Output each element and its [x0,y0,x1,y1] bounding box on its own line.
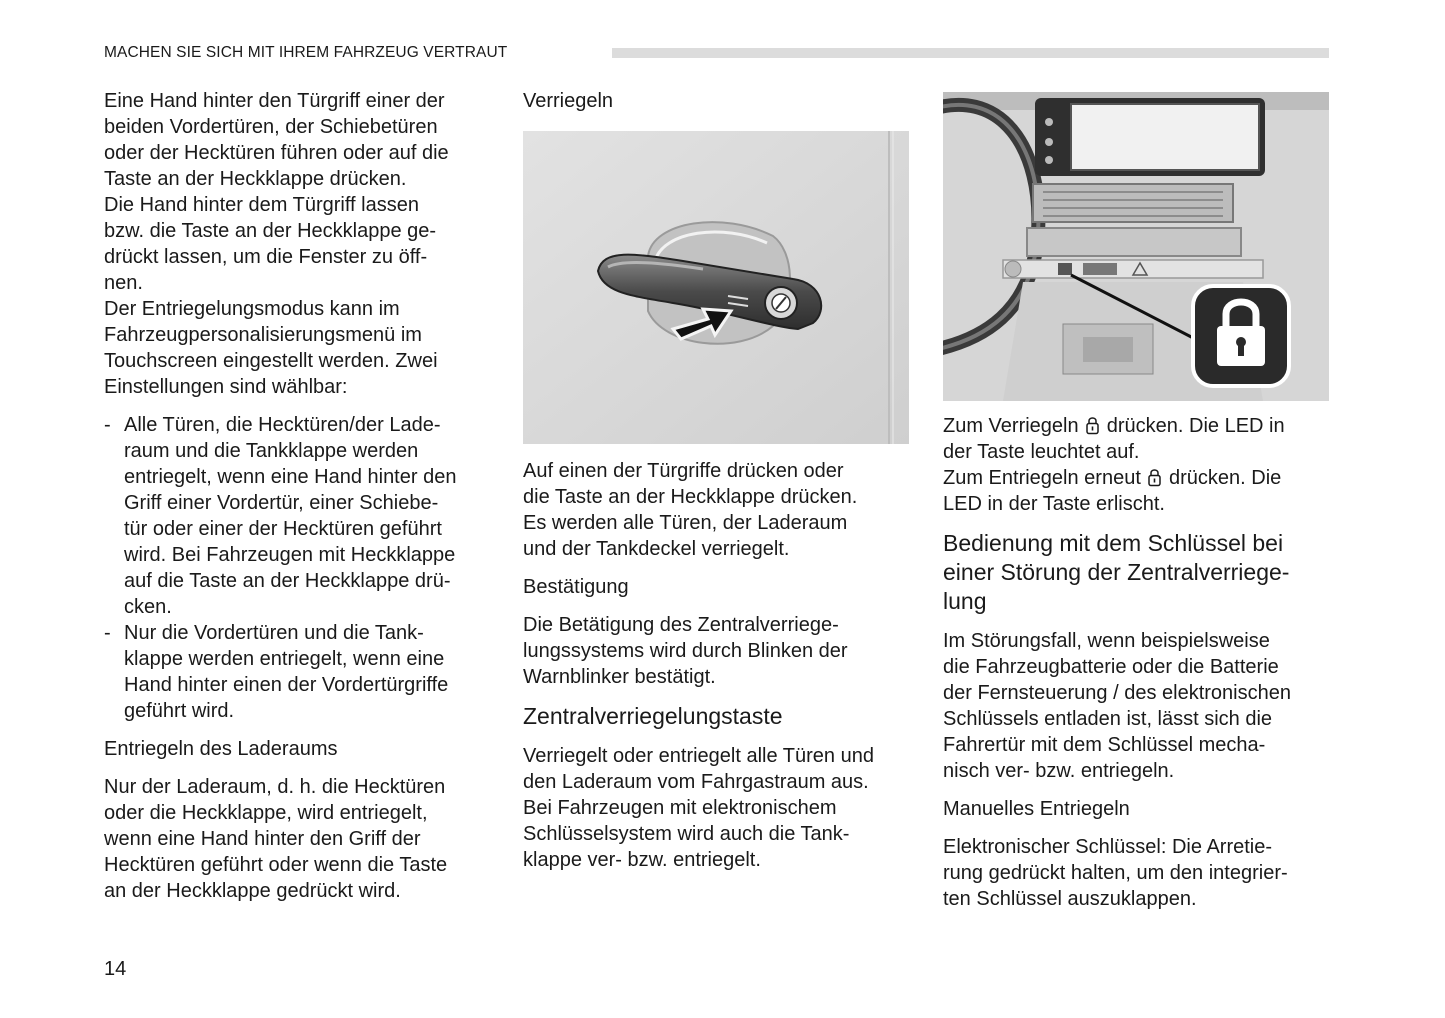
manual-unlock-label: Manuelles Entriegeln [943,798,1130,820]
manual-unlock-paragraph: Elektronischer Schlüssel: Die Arretie- rung gedrückt halten, um den integrier- ten Schlüssel auszuklappen. [943,836,1288,910]
column-3 [943,92,1335,924]
list-item: - Alle Türen, die Hecktüren/der Lade- raum und die Tankklappe werden entriegelt, wenn eine Hand hinter den Griff einer Vordertür, einer Schiebe- tür oder einer der Hecktüren geführt wird. Bei Fahrzeugen mit Heckklappe auf die Taste an der Heckklappe drü- cken. [104,412,496,620]
central-locking-paragraph: Verriegelt oder entriegelt alle Türen und den Laderaum vom Fahrgastraum aus. Bei Fahrzeugen mit elektronischem Schlüsselsystem wird auch die Tank- klappe ver- bzw. entriegelt. [523,745,874,871]
lock-paragraph: Auf einen der Türgriffe drücken oder die Taste an der Heckklappe drücken. Es werden alle Türen, der Laderaum und der Tankdeckel verriegelt. [523,460,858,560]
dashboard-illustration [943,92,1329,401]
page-number: 14 [104,958,127,980]
lock-button-paragraph: Zum Verriegeln drücken. Die LED in der Taste leuchtet auf. Zum Entriegeln erneut drücken. Die LED in der Taste erlischt. [943,415,1285,515]
padlock-icon [1148,467,1161,487]
central-locking-heading: Zentralverriegelungstaste [523,703,783,729]
confirmation-label: Bestätigung [523,576,629,598]
fault-paragraph: Im Störungsfall, wenn beispielsweise die Fahrzeugbatterie oder die Batterie der Fernsteuerung / des elektronischen Schlüssels entladen ist, lässt sich die Fahrertür mit dem Schlüssel mecha- nisch ver- bzw. entriegeln. [943,630,1291,782]
lock-label: Verriegeln [523,90,614,112]
key-operation-heading: Bedienung mit dem Schlüssel bei einer Störung der Zentralverriege- lung [943,530,1290,614]
cargo-unlock-label: Entriegeln des Laderaums [104,738,338,760]
settings-list [104,412,496,724]
header-rule [612,48,1329,58]
list-item: - Nur die Vordertüren und die Tank- klappe werden entriegelt, wenn eine Hand hinter einen der Vordertürgriffe geführt wird. [104,620,496,724]
cargo-unlock-paragraph: Nur der Laderaum, d. h. die Hecktüren oder die Heckklappe, wird entriegelt, wenn eine Hand hinter den Griff der Hecktüren geführt oder wenn die Taste an der Heckklappe gedrückt wird. [104,776,448,902]
door-handle-illustration [523,131,909,444]
running-header: MACHEN SIE SICH MIT IHREM FAHRZEUG VERTRAUT [104,44,508,61]
intro-paragraph: Eine Hand hinter den Türgriff einer der beiden Vordertüren, der Schiebetüren oder der Hecktüren führen oder auf die Taste an der Heckklappe drücken. Die Hand hinter dem Türgriff lassen bzw. die Taste an der Heckklappe ge- drückt lassen, um die Fenster zu öff- nen. Der Entriegelungsmodus kann im Fahrzeugpersonalisierungsmenü im Touchscreen eingestellt werden. Zwei Einstellungen sind wählbar: [104,90,449,398]
padlock-icon [1086,415,1099,435]
confirmation-paragraph: Die Betätigung des Zentralverriege- lungssystems wird durch Blinken der Warnblinker bestätigt. [523,614,848,688]
column-1 [104,88,496,916]
column-2 [523,88,915,885]
